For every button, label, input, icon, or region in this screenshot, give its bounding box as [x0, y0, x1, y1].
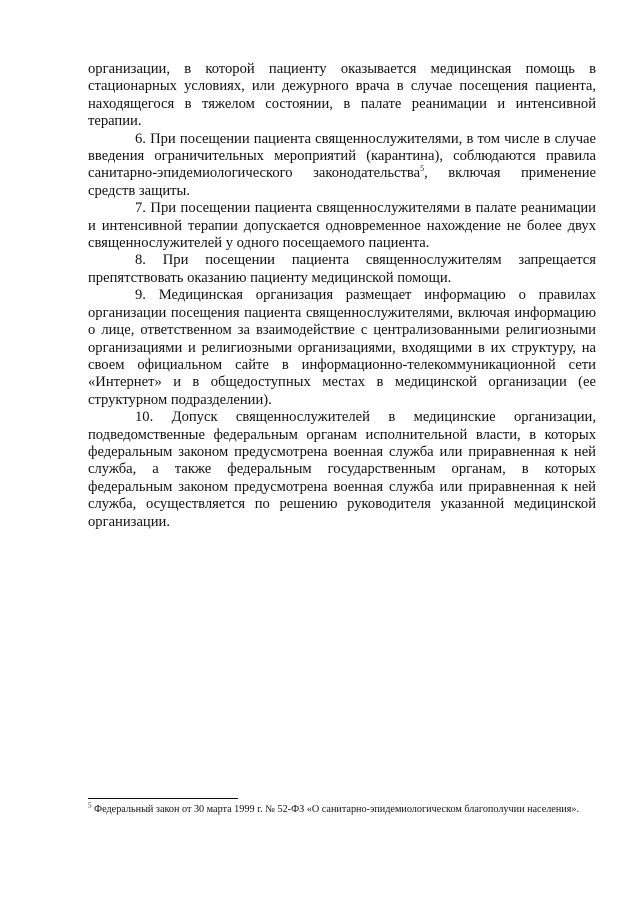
- paragraph-8: 8. При посещении пациента священнослужителям запрещается препятствовать оказанию пациенту медицинской помощи.: [88, 252, 596, 286]
- footnote-reference: 5: [420, 164, 425, 174]
- document-body: [88, 61, 596, 531]
- paragraph-7: 7. При посещении пациента священнослужителями в палате реанимации и интенсивной терапии допускается одновременное нахождение не более двух священнослужителей у одного посещаемого пациента.: [88, 200, 596, 252]
- footnote-text: Федеральный закон от 30 марта 1999 г. № 52-ФЗ «О санитарно-эпидемиологическом благополучии населения».: [91, 804, 580, 815]
- paragraph-6-text: 6. При посещении пациента священнослужителями, в том числе в случае введения ограничительных мероприятий (карантина), соблюдаются правила санитарно-эпидемиологического законодательства: [88, 130, 596, 182]
- footnote-divider: [88, 798, 238, 799]
- paragraph-continuation: организации, в которой пациенту оказывается медицинская помощь в стационарных условиях, или дежурного врача в случае посещения пациента, находящегося в тяжелом состоянии, в палате реанимации и интенсивной терапии.: [88, 61, 596, 130]
- paragraph-6-text-end: , включая применение средств защиты.: [88, 165, 596, 199]
- paragraph-10: 10. Допуск священнослужителей в медицинские организации, подведомственные федеральным органам исполнительной власти, в которых федеральным законом предусмотрена военная служба или приравненная к ней служба, а также федеральным государственным органам, в которых федеральным законом предусмотрена военная служба или приравненная к ней служба, осуществляется по решению руководителя указанной медицинской организации.: [88, 409, 596, 530]
- footnote: [88, 803, 596, 816]
- paragraph-9: 9. Медицинская организация размещает информацию о правилах организации посещения пациента священнослужителями, включая информацию о лице, ответственном за взаимодействие с централизованными религиозными организациями и религиозными организациями, входящими в их структуру, на своем официальном сайте в информационно-телекоммуникационной сети «Интернет» и в общедоступных местах в медицинской организации (ее структурном подразделении).: [88, 287, 596, 408]
- paragraph-6: [88, 131, 596, 201]
- footnote-number: 5: [88, 801, 92, 810]
